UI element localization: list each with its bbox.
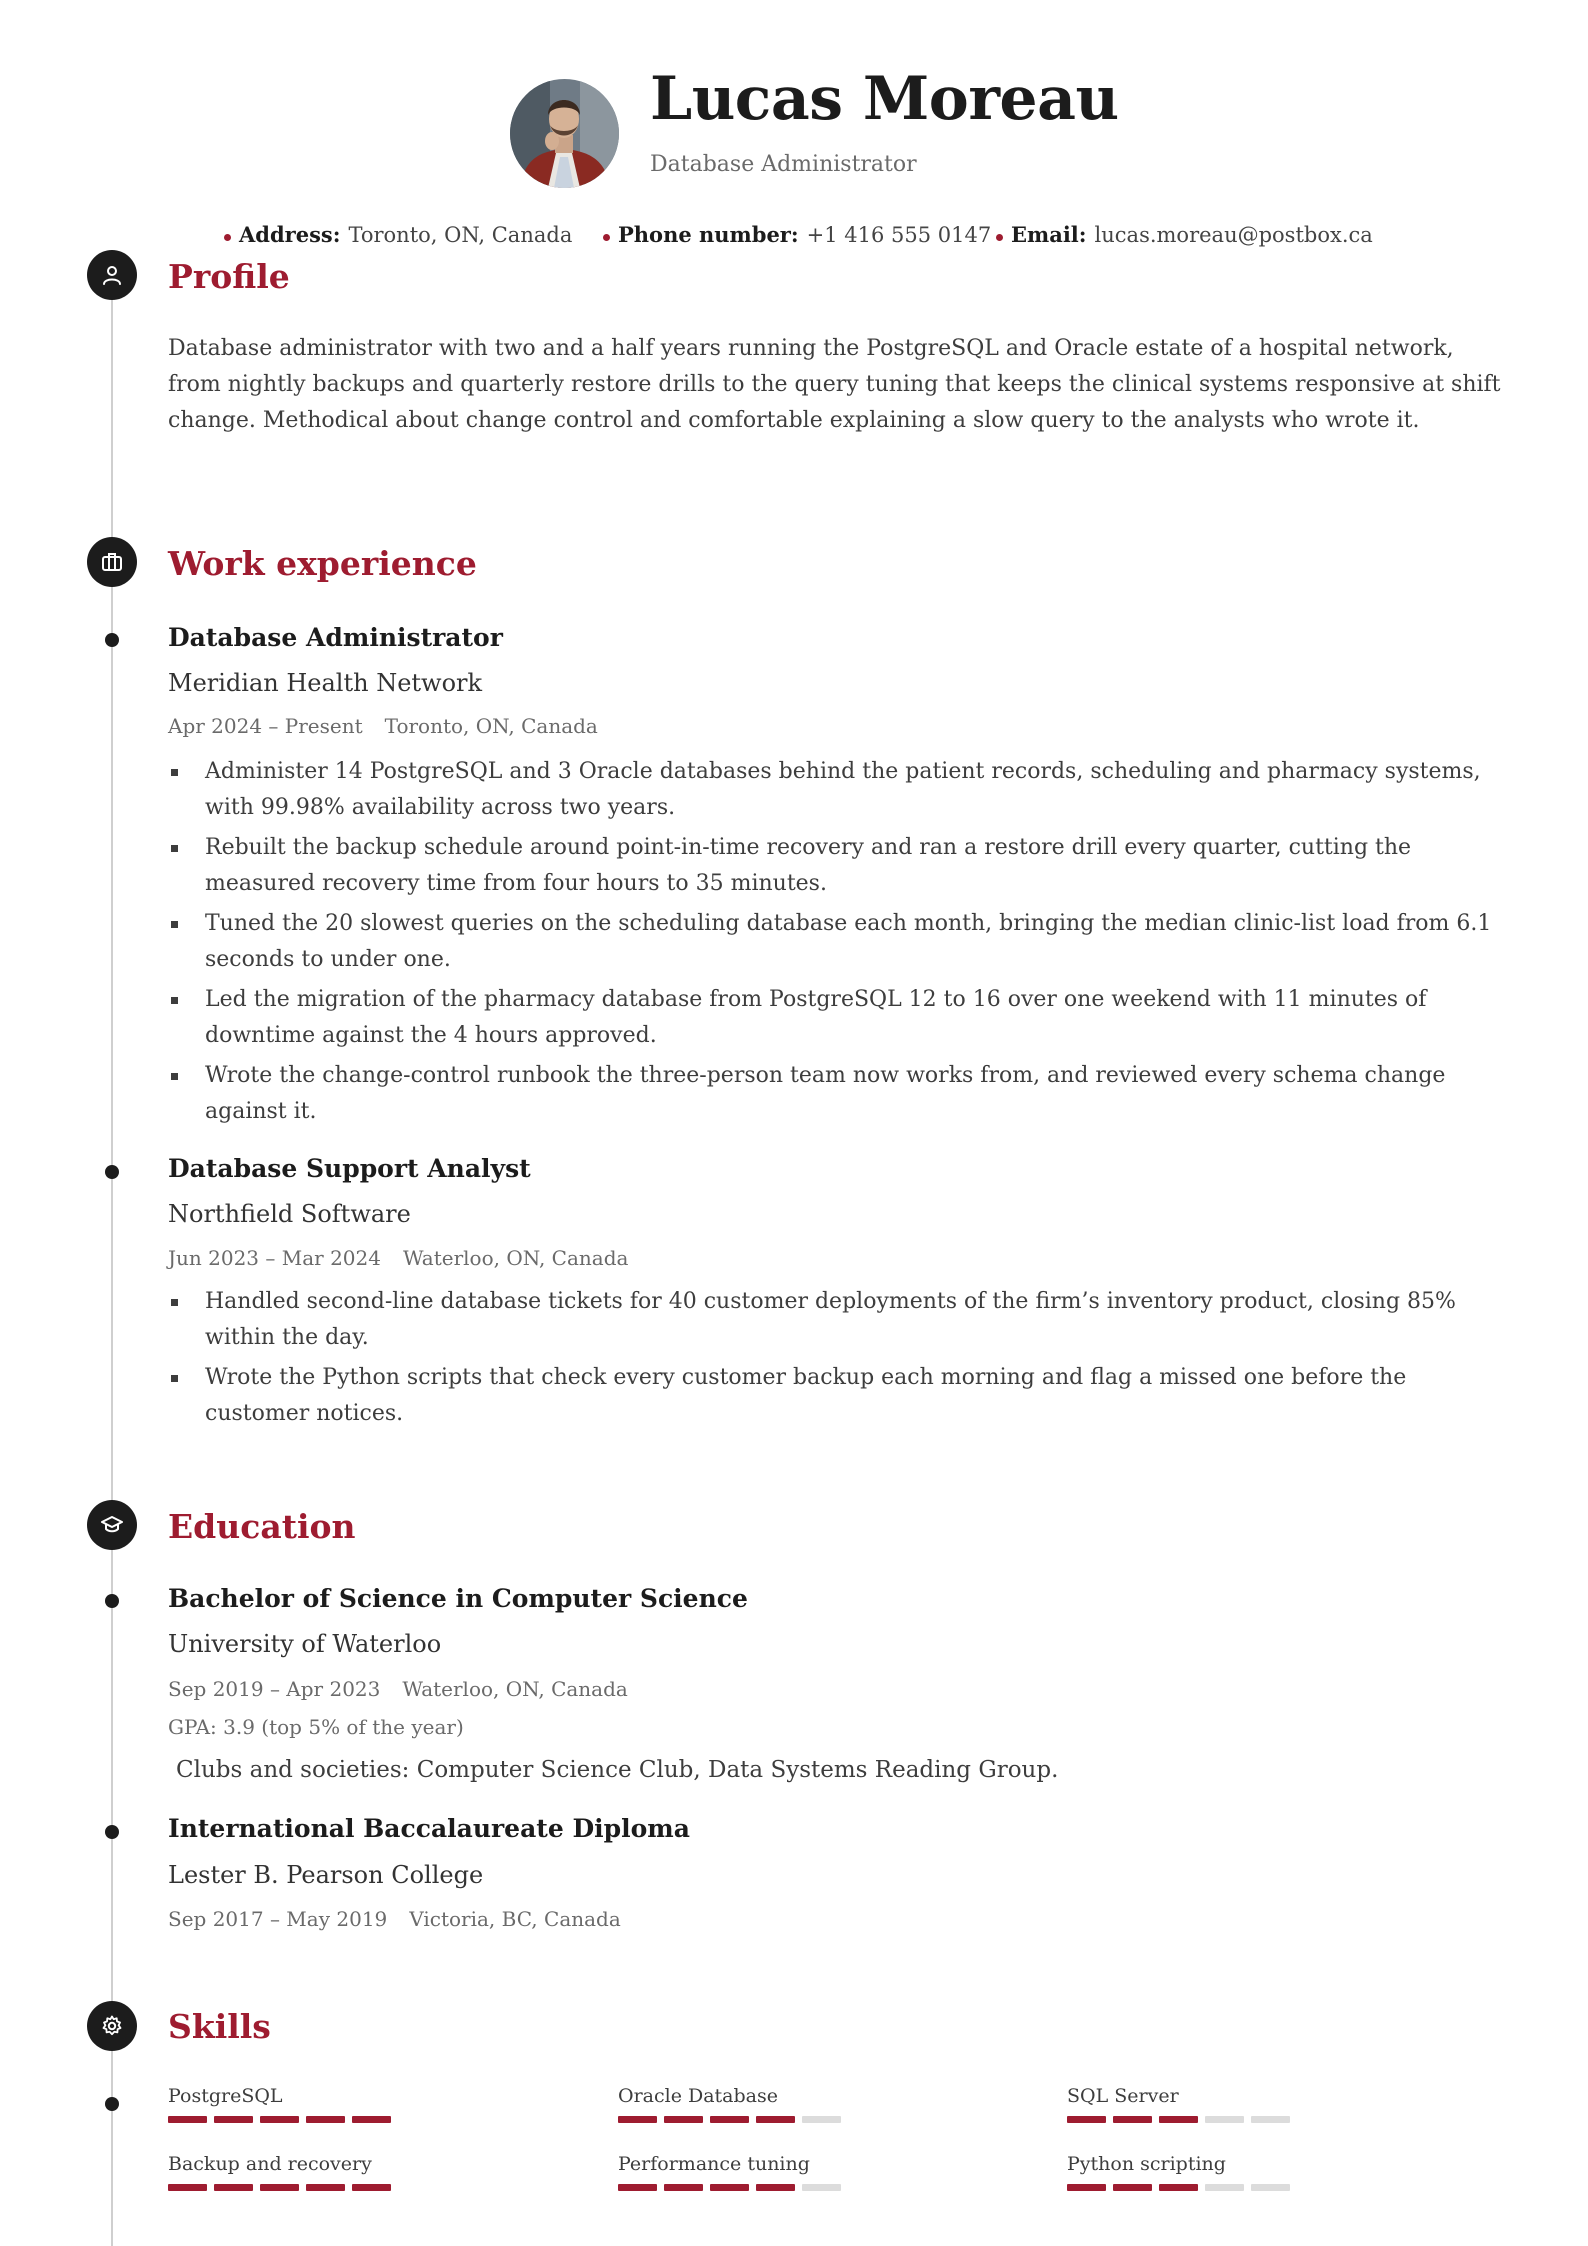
skill-segment-filled [710,2184,749,2191]
skill-segment-filled [168,2116,207,2123]
job-meta-2 [168,1246,628,1270]
skill-segment-empty [802,2184,841,2191]
contact-phone-value: +1 416 555 0147 [806,223,992,247]
skill-segment-filled [710,2116,749,2123]
person-icon [100,263,124,287]
education-meta-2 [168,1907,621,1931]
skill-segment-filled [260,2184,299,2191]
skill-segment-filled [664,2116,703,2123]
skill-item [618,2153,918,2191]
skills-section-icon [87,2001,137,2051]
skill-level-bar [1067,2184,1367,2191]
work-section-icon [87,537,137,587]
contact-email-label: Email: [1011,222,1087,247]
skill-segment-filled [352,2116,391,2123]
skill-level-bar [168,2116,468,2123]
skill-segment-filled [214,2116,253,2123]
timeline-dot [105,1594,119,1608]
skill-segment-filled [306,2184,345,2191]
skill-segment-empty [1205,2184,1244,2191]
skill-segment-filled [352,2184,391,2191]
skill-name: Oracle Database [618,2085,778,2107]
job-bullets-2 [168,1284,1508,1436]
job-dates-1: Apr 2024 – Present [168,714,363,738]
job-dates-2: Jun 2023 – Mar 2024 [168,1246,381,1270]
contact-phone [603,222,991,247]
skill-segment-filled [1067,2116,1106,2123]
job-meta-1 [168,714,598,738]
skill-segment-empty [1251,2184,1290,2191]
candidate-name: Lucas Moreau [650,64,1119,134]
education-location-1: Waterloo, ON, Canada [402,1677,628,1701]
skill-segment-filled [664,2184,703,2191]
contact-phone-label: Phone number: [618,222,799,247]
avatar-portrait-image [510,79,619,188]
profile-section-icon [87,250,137,300]
skill-level-bar [168,2184,468,2191]
list-item: Tuned the 20 slowest queries on the scheduling database each month, bringing the median clinic-list load from 6.1 seconds to under one. [168,906,1508,978]
contact-address-value: Toronto, ON, Canada [348,223,573,247]
skill-name: Python scripting [1067,2153,1226,2175]
skill-segment-filled [756,2116,795,2123]
candidate-title: Database Administrator [650,152,917,177]
contact-address-label: Address: [239,222,341,247]
profile-heading: Profile [168,257,290,296]
education-degree-1: Bachelor of Science in Computer Science [168,1584,748,1613]
contact-email [996,222,1373,247]
skill-segment-filled [1113,2116,1152,2123]
avatar [510,79,619,188]
skill-segment-filled [618,2116,657,2123]
skill-segment-filled [168,2184,207,2191]
list-item: Wrote the Python scripts that check every customer backup each morning and flag a missed one before the customer notices. [168,1360,1508,1432]
skill-segment-empty [1205,2116,1244,2123]
education-heading: Education [168,1507,356,1546]
job-location-2: Waterloo, ON, Canada [402,1246,629,1270]
skill-name: Performance tuning [618,2153,810,2175]
gear-icon [100,2014,124,2038]
skill-segment-filled [306,2116,345,2123]
list-item: Handled second-line database tickets for 40 customer deployments of the firm’s inventory product, closing 85% within the day. [168,1284,1508,1356]
skill-name: Backup and recovery [168,2153,372,2175]
education-gpa-1: GPA: 3.9 (top 5% of the year) [168,1715,464,1739]
education-location-2: Victoria, BC, Canada [409,1907,621,1931]
job-title-2: Database Support Analyst [168,1154,531,1183]
timeline-dot [105,1825,119,1839]
work-heading: Work experience [168,544,477,583]
education-desc-1: Clubs and societies: Computer Science Club, Data Systems Reading Group. [176,1757,1059,1783]
skill-segment-filled [1159,2116,1198,2123]
skill-item [168,2153,468,2191]
education-school-2: Lester B. Pearson College [168,1861,484,1889]
briefcase-icon [100,550,124,574]
skill-level-bar [618,2116,918,2123]
bullet-dot [224,234,231,241]
list-item: Rebuilt the backup schedule around point-in-time recovery and ran a restore drill every quarter, cutting the measured recovery time from four hours to 35 minutes. [168,830,1508,902]
skill-name: SQL Server [1067,2085,1179,2107]
skill-segment-filled [1113,2184,1152,2191]
skill-item [168,2085,468,2123]
job-company-1: Meridian Health Network [168,669,483,697]
skill-segment-filled [618,2184,657,2191]
skill-segment-empty [1251,2116,1290,2123]
skill-level-bar [1067,2116,1367,2123]
list-item: Administer 14 PostgreSQL and 3 Oracle databases behind the patient records, scheduling and pharmacy systems, with 99.98% availability across two years. [168,754,1508,826]
skill-segment-filled [1067,2184,1106,2191]
timeline-dot [105,1165,119,1179]
contact-address [224,222,572,247]
skill-segment-filled [214,2184,253,2191]
graduation-cap-icon [100,1513,124,1537]
skill-segment-empty [802,2116,841,2123]
education-section-icon [87,1500,137,1550]
skill-item [1067,2085,1367,2123]
education-dates-1: Sep 2019 – Apr 2023 [168,1677,381,1701]
skill-segment-filled [1159,2184,1198,2191]
skill-level-bar [618,2184,918,2191]
timeline-dot [105,2097,119,2111]
bullet-dot [603,234,610,241]
job-bullets-1 [168,754,1508,1134]
skills-heading: Skills [168,2007,271,2046]
skill-name: PostgreSQL [168,2085,283,2107]
job-company-2: Northfield Software [168,1200,411,1228]
education-degree-2: International Baccalaureate Diploma [168,1814,690,1843]
list-item: Wrote the change-control runbook the three-person team now works from, and reviewed every schema change against it. [168,1058,1508,1130]
skill-item [1067,2153,1367,2191]
job-title-1: Database Administrator [168,623,503,652]
education-school-1: University of Waterloo [168,1630,442,1658]
list-item: Led the migration of the pharmacy database from PostgreSQL 12 to 16 over one weekend with 11 minutes of downtime against the 4 hours approved. [168,982,1508,1054]
education-dates-2: Sep 2017 – May 2019 [168,1907,388,1931]
education-meta-1 [168,1677,628,1701]
skill-item [618,2085,918,2123]
contact-email-value: lucas.moreau@postbox.ca [1094,223,1373,247]
bullet-dot [996,234,1003,241]
timeline-dot [105,633,119,647]
profile-summary: Database administrator with two and a half years running the PostgreSQL and Oracle estate of a hospital network, from nightly backups and quarterly restore drills to the query tuning that keeps the clinical systems responsive at shift change. Methodical about change control and comfortable explaining a slow query to the analysts who wrote it. [168,336,1501,433]
skill-segment-filled [756,2184,795,2191]
skill-segment-filled [260,2116,299,2123]
job-location-1: Toronto, ON, Canada [384,714,598,738]
